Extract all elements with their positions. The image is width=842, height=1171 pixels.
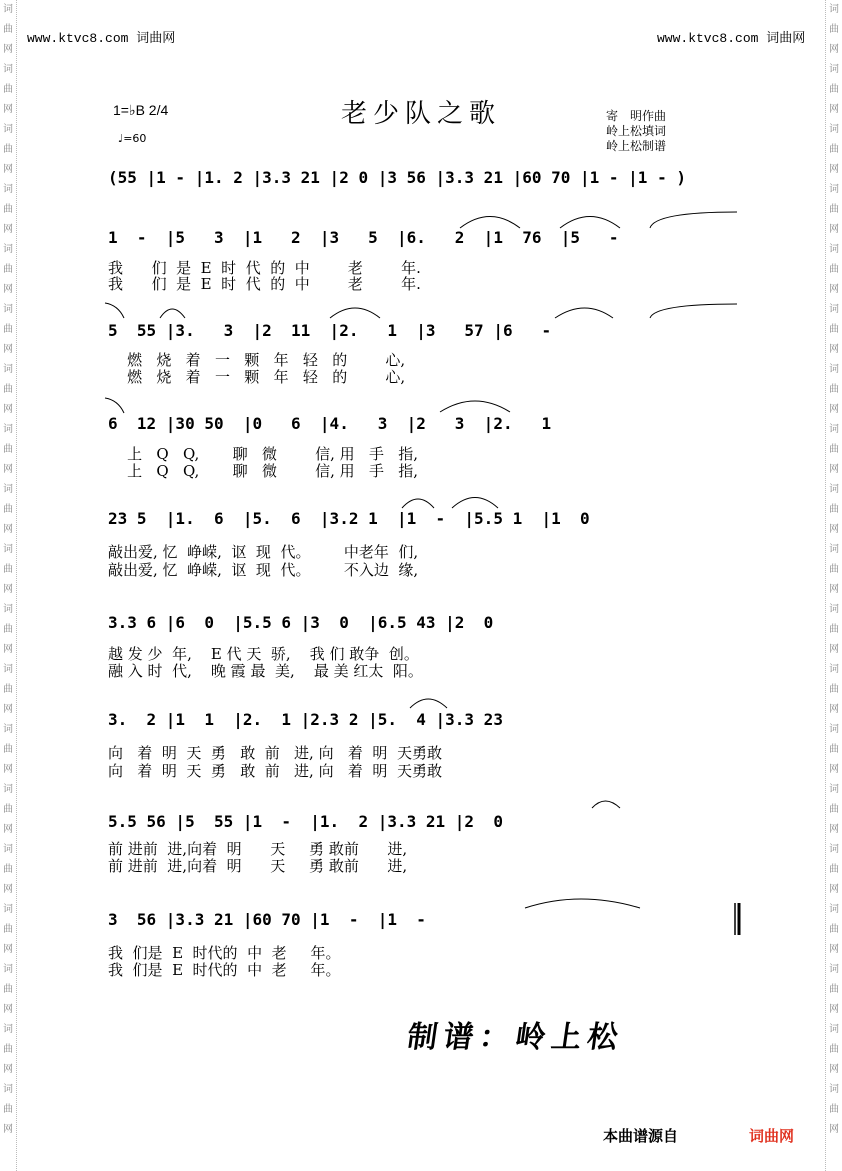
slur-mark xyxy=(555,308,613,318)
side-watermark-glyph: 词 xyxy=(829,4,839,15)
header-site-left[interactable]: www.ktvc8.com 词曲网 xyxy=(27,31,176,46)
side-watermark-glyph: 曲 xyxy=(3,504,13,515)
side-watermark-glyph: 网 xyxy=(829,1004,839,1015)
side-watermark-glyph: 曲 xyxy=(3,924,13,935)
side-watermark-glyph: 网 xyxy=(3,944,13,955)
side-watermark-glyph: 网 xyxy=(3,284,13,295)
side-watermark-glyph: 网 xyxy=(829,584,839,595)
side-watermark-glyph: 词 xyxy=(3,184,13,195)
side-watermark-glyph: 曲 xyxy=(829,24,839,35)
side-watermark-glyph: 词 xyxy=(829,424,839,435)
lyrics-verse-2: 我 们是 E 时代的 中 老 年。 xyxy=(108,961,341,979)
side-watermark-glyph: 曲 xyxy=(829,684,839,695)
slur-mark xyxy=(402,499,434,508)
side-watermark-glyph: 网 xyxy=(829,1064,839,1075)
lyrics-verse-2: 融 入 时 代, 晚 霞 最 美, 最 美 红太 阳。 xyxy=(108,662,423,680)
side-watermark-glyph: 网 xyxy=(829,44,839,55)
side-watermark-glyph: 曲 xyxy=(3,684,13,695)
side-watermark-glyph: 词 xyxy=(829,304,839,315)
side-watermark-glyph: 网 xyxy=(829,344,839,355)
slur-mark xyxy=(160,309,185,318)
side-watermark-glyph: 曲 xyxy=(829,384,839,395)
side-watermark-glyph: 曲 xyxy=(3,564,13,575)
side-watermark-glyph: 词 xyxy=(3,1024,13,1035)
slur-mark xyxy=(330,308,380,318)
side-watermark-glyph: 网 xyxy=(3,404,13,415)
slur-mark xyxy=(460,217,520,229)
side-watermark-glyph: 网 xyxy=(3,824,13,835)
notes-line: 6 12 |30 50 |0 6 |4. 3 |2 3 |2. 1 xyxy=(108,414,552,433)
side-watermark-glyph: 网 xyxy=(3,224,13,235)
side-watermark-glyph: 曲 xyxy=(3,804,13,815)
credit-lyricist: 岭上松填词 xyxy=(606,124,667,138)
side-watermark-glyph: 曲 xyxy=(3,1044,13,1055)
notes-line: 1 - |5 3 |1 2 |3 5 |6. 2 |1 76 |5 - xyxy=(108,228,619,247)
lyrics-verse-2: 向 着 明 天 勇 敢 前 进, 向 着 明 天勇敢 xyxy=(108,762,442,780)
side-watermark-glyph: 曲 xyxy=(3,1104,13,1115)
side-watermark-glyph: 词 xyxy=(829,1024,839,1035)
side-watermark-glyph: 曲 xyxy=(3,24,13,35)
lyrics-verse-1: 我 们 是 E 时 代 的 中 老 年. xyxy=(108,259,421,277)
slur-mark xyxy=(440,401,510,412)
side-watermark-glyph: 曲 xyxy=(829,144,839,155)
side-watermark-glyph: 词 xyxy=(3,784,13,795)
side-watermark-glyph: 词 xyxy=(3,664,13,675)
side-watermark-glyph: 曲 xyxy=(829,804,839,815)
side-watermark-glyph: 曲 xyxy=(829,324,839,335)
side-watermark-glyph: 词 xyxy=(829,364,839,375)
side-watermark-glyph: 曲 xyxy=(829,1104,839,1115)
side-watermark-glyph: 词 xyxy=(3,244,13,255)
slur-mark xyxy=(105,303,124,318)
notes-line: 3. 2 |1 1 |2. 1 |2.3 2 |5. 4 |3.3 23 xyxy=(108,710,503,729)
notes-line: 23 5 |1. 6 |5. 6 |3.2 1 |1 - |5.5 1 |1 0 xyxy=(108,509,590,528)
lyrics-verse-1: 敲出爱, 忆 峥嵘, 讴 现 代。 中老年 们, xyxy=(108,543,419,561)
side-watermark-glyph: 词 xyxy=(829,484,839,495)
slur-mark xyxy=(650,304,737,318)
side-watermark-glyph: 曲 xyxy=(829,504,839,515)
side-watermark-glyph: 网 xyxy=(829,464,839,475)
side-watermark-glyph: 曲 xyxy=(829,1044,839,1055)
side-watermark-glyph: 词 xyxy=(829,244,839,255)
side-watermark-glyph: 网 xyxy=(3,1064,13,1075)
side-watermark-glyph: 网 xyxy=(3,164,13,175)
side-watermark-glyph: 网 xyxy=(3,104,13,115)
side-watermark-glyph: 曲 xyxy=(3,264,13,275)
footer-brand-link[interactable]: 词曲网 xyxy=(749,1127,795,1145)
lyrics-verse-1: 前 进前 进,向着 明 天 勇 敢前 进, xyxy=(108,840,408,858)
side-watermark-glyph: 词 xyxy=(829,964,839,975)
side-watermark-glyph: 词 xyxy=(3,1084,13,1095)
side-watermark-glyph: 网 xyxy=(829,884,839,895)
side-watermark-glyph: 网 xyxy=(3,644,13,655)
side-watermark-glyph: 曲 xyxy=(829,564,839,575)
side-watermark-glyph: 网 xyxy=(3,764,13,775)
side-watermark-glyph: 词 xyxy=(829,664,839,675)
side-watermark-glyph: 曲 xyxy=(3,984,13,995)
side-watermark-left xyxy=(0,0,17,1171)
lyrics-verse-2: 敲出爱, 忆 峥嵘, 讴 现 代。 不入边 缘, xyxy=(108,561,419,579)
slur-mark xyxy=(650,212,737,228)
side-watermark-glyph: 网 xyxy=(829,764,839,775)
side-watermark-glyph: 词 xyxy=(829,544,839,555)
side-watermark-glyph: 曲 xyxy=(3,864,13,875)
notes-line: 3.3 6 |6 0 |5.5 6 |3 0 |6.5 43 |2 0 xyxy=(108,613,494,632)
side-watermark-glyph: 曲 xyxy=(3,144,13,155)
side-watermark-glyph: 词 xyxy=(3,484,13,495)
lyrics-verse-2: 燃 烧 着 一 颗 年 轻 的 心, xyxy=(108,368,406,386)
side-watermark-glyph: 网 xyxy=(3,44,13,55)
side-watermark-glyph: 曲 xyxy=(829,264,839,275)
credit-arranger: 岭上松制谱 xyxy=(606,139,667,153)
side-watermark-glyph: 网 xyxy=(3,344,13,355)
side-watermark-glyph: 词 xyxy=(829,184,839,195)
side-watermark-glyph: 词 xyxy=(3,4,13,15)
side-watermark-glyph: 词 xyxy=(3,964,13,975)
side-watermark-glyph: 词 xyxy=(3,424,13,435)
side-watermark-glyph: 网 xyxy=(3,464,13,475)
slur-mark xyxy=(105,398,124,413)
side-watermark-glyph: 词 xyxy=(3,544,13,555)
lyrics-verse-1: 上 Q Q, 聊 微 信, 用 手 指, xyxy=(108,445,419,463)
side-watermark-glyph: 曲 xyxy=(3,204,13,215)
side-watermark-glyph: 网 xyxy=(829,644,839,655)
slur-mark xyxy=(410,699,447,708)
side-watermark-glyph: 网 xyxy=(3,584,13,595)
side-watermark-glyph: 网 xyxy=(829,104,839,115)
notes-line: 5.5 56 |5 55 |1 - |1. 2 |3.3 21 |2 0 xyxy=(108,812,503,831)
side-watermark-glyph: 词 xyxy=(3,124,13,135)
side-watermark-glyph: 词 xyxy=(3,304,13,315)
lyrics-verse-2: 上 Q Q, 聊 微 信, 用 手 指, xyxy=(108,462,419,480)
side-watermark-glyph: 词 xyxy=(829,784,839,795)
side-watermark-right xyxy=(825,0,842,1171)
side-watermark-glyph: 词 xyxy=(829,724,839,735)
side-watermark-glyph: 词 xyxy=(829,904,839,915)
side-watermark-glyph: 曲 xyxy=(829,924,839,935)
side-watermark-glyph: 曲 xyxy=(3,384,13,395)
side-watermark-glyph: 曲 xyxy=(3,744,13,755)
side-watermark-glyph: 词 xyxy=(829,844,839,855)
side-watermark-glyph: 曲 xyxy=(829,204,839,215)
side-watermark-glyph: 网 xyxy=(829,284,839,295)
side-watermark-glyph: 曲 xyxy=(829,624,839,635)
lyrics-verse-1: 燃 烧 着 一 颗 年 轻 的 心, xyxy=(108,351,406,369)
notes-line: 5 55 |3. 3 |2 11 |2. 1 |3 57 |6 - xyxy=(108,321,552,340)
side-watermark-glyph: 词 xyxy=(3,364,13,375)
side-watermark-glyph: 曲 xyxy=(829,444,839,455)
lyrics-verse-1: 我 们是 E 时代的 中 老 年。 xyxy=(108,944,341,962)
side-watermark-glyph: 词 xyxy=(829,604,839,615)
side-watermark-glyph: 网 xyxy=(3,704,13,715)
side-watermark-glyph: 网 xyxy=(3,1124,13,1135)
side-watermark-glyph: 词 xyxy=(3,904,13,915)
side-watermark-glyph: 词 xyxy=(3,724,13,735)
notes-line: (55 |1 - |1. 2 |3.3 21 |2 0 |3 56 |3.3 21 |60 70 |1 - |1 - ) xyxy=(108,168,686,187)
tempo-marking: ♩=60 xyxy=(118,132,147,145)
side-watermark-glyph: 网 xyxy=(829,524,839,535)
side-watermark-glyph: 曲 xyxy=(829,744,839,755)
side-watermark-glyph: 网 xyxy=(829,224,839,235)
key-signature: 1=♭B 2/4 xyxy=(113,102,169,118)
side-watermark-glyph: 词 xyxy=(829,64,839,75)
lyrics-verse-2: 我 们 是 E 时 代 的 中 老 年. xyxy=(108,275,421,293)
header-site-right[interactable]: www.ktvc8.com 词曲网 xyxy=(657,31,806,46)
credits xyxy=(606,109,666,154)
slur-mark xyxy=(452,498,498,509)
side-watermark-glyph: 词 xyxy=(829,1084,839,1095)
lyrics-verse-1: 向 着 明 天 勇 敢 前 进, 向 着 明 天勇敢 xyxy=(108,744,442,762)
side-watermark-glyph: 词 xyxy=(3,844,13,855)
side-watermark-glyph: 网 xyxy=(3,884,13,895)
side-watermark-glyph: 网 xyxy=(829,944,839,955)
side-watermark-glyph: 曲 xyxy=(3,624,13,635)
song-title: 老少队之歌 xyxy=(340,99,501,129)
side-watermark-glyph: 曲 xyxy=(829,984,839,995)
side-watermark-glyph: 曲 xyxy=(3,324,13,335)
side-watermark-glyph: 网 xyxy=(829,404,839,415)
side-watermark-glyph: 词 xyxy=(3,604,13,615)
side-watermark-glyph: 词 xyxy=(829,124,839,135)
slur-mark xyxy=(592,801,620,808)
side-watermark-glyph: 曲 xyxy=(3,444,13,455)
side-watermark-glyph: 网 xyxy=(829,164,839,175)
side-watermark-glyph: 词 xyxy=(3,64,13,75)
side-watermark-glyph: 曲 xyxy=(829,864,839,875)
lyrics-verse-1: 越 发 少 年, E 代 天 骄, 我 们 敢争 创。 xyxy=(108,645,419,663)
side-watermark-glyph: 曲 xyxy=(829,84,839,95)
lyrics-verse-2: 前 进前 进,向着 明 天 勇 敢前 进, xyxy=(108,857,408,875)
side-watermark-glyph: 网 xyxy=(829,1124,839,1135)
side-watermark-glyph: 曲 xyxy=(3,84,13,95)
arranger-signature: 制谱：岭上松 xyxy=(405,1020,626,1055)
slur-mark xyxy=(525,899,640,908)
footer-source-label: 本曲谱源自 xyxy=(603,1127,679,1145)
slur-mark xyxy=(560,217,620,229)
side-watermark-glyph: 网 xyxy=(3,524,13,535)
side-watermark-glyph: 网 xyxy=(829,824,839,835)
notes-line: 3 56 |3.3 21 |60 70 |1 - |1 - xyxy=(108,910,426,929)
side-watermark-glyph: 网 xyxy=(3,1004,13,1015)
credit-composer: 寄 明作曲 xyxy=(606,109,667,123)
side-watermark-glyph: 网 xyxy=(829,704,839,715)
